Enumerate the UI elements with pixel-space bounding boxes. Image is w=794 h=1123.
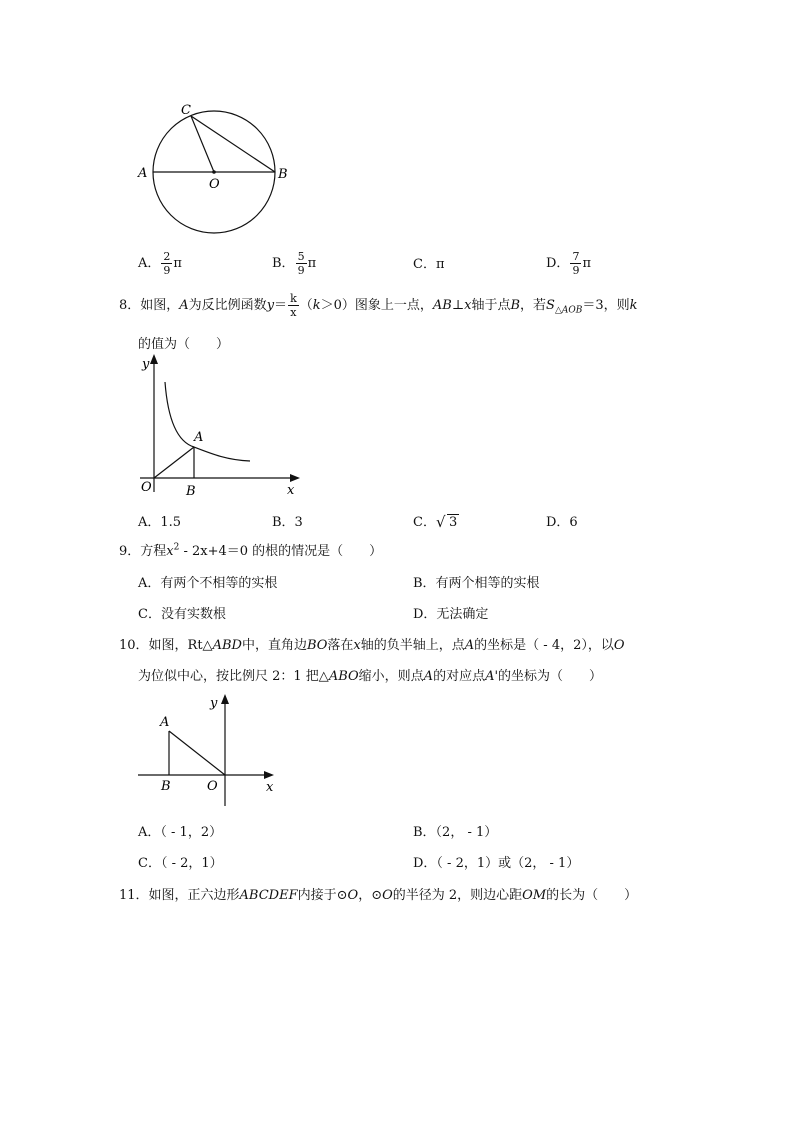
- q9-option-c: C．没有实数根: [138, 607, 226, 622]
- q7-option-c: [413, 253, 445, 272]
- pi-symbol: π: [435, 257, 445, 272]
- q8-option-d: D．6: [546, 515, 578, 530]
- x-axis-arrow: [290, 474, 300, 482]
- label-b: B: [186, 484, 196, 499]
- q10-option-d: D．（ - 2，1）或（2， - 1）: [413, 856, 580, 871]
- q7-option-b: [272, 250, 316, 277]
- q9-exp: 2: [173, 542, 180, 553]
- q10-option-a: A．（ - 1，2）: [138, 825, 223, 840]
- pi-symbol: π: [582, 256, 591, 271]
- q11-var: OM: [522, 888, 547, 903]
- q10-var: ABD: [212, 638, 242, 653]
- fraction-den: 9: [297, 264, 305, 277]
- q10-line2: [138, 665, 602, 684]
- q10-option-b: B．（2， - 1）: [413, 825, 498, 840]
- q10-text: 缩小，则点: [358, 669, 424, 684]
- fraction-num: 2: [163, 250, 171, 263]
- y-axis-arrow: [221, 694, 229, 704]
- option-label: C．: [413, 515, 436, 530]
- q10-text: 为位似中心，按比例尺 2：1 把△: [138, 669, 329, 684]
- q8-var: x: [464, 298, 472, 313]
- fraction: [161, 250, 172, 277]
- q10-var: ABO: [328, 669, 359, 684]
- y-axis-arrow: [150, 354, 158, 364]
- q11-stem: [119, 884, 637, 903]
- fraction-num: 5: [297, 250, 305, 263]
- label-b: B: [278, 167, 288, 182]
- label-c: C: [181, 103, 191, 118]
- q9-stem: [119, 540, 382, 559]
- q7-option-d: [546, 250, 591, 277]
- radicand: 3: [448, 515, 458, 530]
- triangle-figure-q10: [132, 690, 282, 815]
- q8-line1: [119, 292, 638, 319]
- radical-sign: √: [435, 513, 446, 531]
- segment-oa: [154, 447, 194, 478]
- q8-var: A: [179, 298, 189, 313]
- q8-var: S: [546, 298, 555, 313]
- q8-text: ＝3，则: [582, 298, 630, 313]
- option-label: D．: [546, 256, 570, 271]
- q10-text: 中，直角边: [241, 638, 307, 653]
- label-o: O: [209, 177, 220, 192]
- label-a: A: [160, 715, 170, 730]
- segment-co: [191, 116, 214, 172]
- q8-text: ＞0）图象上一点，: [320, 298, 433, 313]
- q10-var: A: [464, 638, 475, 653]
- q8-text: 8．如图，: [119, 298, 180, 313]
- q10-line1: [119, 634, 625, 653]
- segment-cb: [191, 116, 275, 172]
- label-a: A: [194, 430, 204, 445]
- label-x: x: [266, 780, 274, 795]
- label-y: y: [142, 357, 150, 372]
- q7-option-a: [138, 250, 182, 277]
- q11-text: ，⊙: [358, 888, 383, 903]
- q8-option-b: B．3: [272, 515, 303, 530]
- label-y: y: [210, 696, 218, 711]
- q8-option-a: A．1.5: [138, 515, 182, 530]
- q8-line2: 的值为（ ）: [138, 337, 230, 352]
- center-point: [212, 170, 216, 174]
- q9-text: - 2x+4＝0 的根的情况是（ ）: [179, 544, 383, 559]
- q10-var: A': [485, 669, 499, 684]
- q10-text: 的对应点: [433, 669, 486, 684]
- hyperbola-figure-q8: [132, 352, 312, 500]
- option-label: A．: [138, 256, 161, 271]
- q9-text: 9．方程: [119, 544, 167, 559]
- sqrt: [436, 515, 459, 530]
- q10-option-c: C．（ - 2，1）: [138, 856, 223, 871]
- q10-var: A: [423, 669, 434, 684]
- q8-var: B: [510, 298, 521, 313]
- option-label: B．: [272, 256, 295, 271]
- q11-text: 的半径为 2，则边心距: [392, 888, 523, 903]
- q10-text: 10．如图，Rt△: [119, 638, 213, 653]
- q8-text: （: [299, 298, 313, 313]
- q8-text: ，若: [520, 298, 547, 313]
- q10-text: 轴的负半轴上，点: [360, 638, 465, 653]
- q9-option-a: A．有两个不相等的实根: [138, 576, 278, 591]
- fraction-den: x: [290, 306, 297, 319]
- pi-symbol: π: [173, 256, 182, 271]
- hyperbola-curve: [165, 382, 250, 461]
- q11-var: ABCDEF: [239, 888, 298, 903]
- label-b: B: [161, 779, 171, 794]
- q8-text: 为反比例函数: [188, 298, 267, 313]
- fraction: [288, 292, 299, 319]
- fraction: [570, 250, 581, 277]
- label-x: x: [287, 483, 295, 498]
- label-o: O: [207, 779, 218, 794]
- q11-var: O: [382, 888, 393, 903]
- fraction-den: 9: [572, 264, 580, 277]
- segment-ao: [169, 731, 225, 775]
- q8-sub: △AOB: [554, 305, 583, 316]
- q8-var: k: [312, 298, 321, 313]
- q10-var: x: [353, 638, 361, 653]
- q9-var: x: [166, 544, 174, 559]
- q10-text: 的坐标是（ - 4，2），以: [474, 638, 614, 653]
- fraction-num: 7: [572, 250, 580, 263]
- q8-text: 轴于点: [471, 298, 511, 313]
- q8-var: k: [629, 298, 638, 313]
- x-axis-arrow: [264, 771, 274, 779]
- q11-text: 的长为（ ）: [546, 888, 638, 903]
- q8-text: ⊥: [451, 298, 465, 313]
- pi-symbol: π: [307, 256, 317, 271]
- q8-text: ＝: [274, 298, 288, 313]
- label-o: O: [141, 480, 152, 495]
- q8-option-c: [413, 511, 459, 530]
- q10-text: 落在: [327, 638, 354, 653]
- q10-var: O: [613, 638, 625, 653]
- q11-text: 内接于⊙: [297, 888, 348, 903]
- fraction: [296, 250, 307, 277]
- circle-figure-q7: [130, 95, 300, 245]
- q11-var: O: [347, 888, 359, 903]
- q8-var: y: [266, 298, 275, 313]
- q9-option-d: D．无法确定: [413, 607, 489, 622]
- q10-var: BO: [306, 638, 328, 653]
- option-label: C．: [413, 257, 436, 272]
- label-a: A: [138, 166, 148, 181]
- fraction-num: k: [290, 292, 297, 305]
- q10-text: 的坐标为（ ）: [498, 669, 603, 684]
- q9-option-b: B．有两个相等的实根: [413, 576, 540, 591]
- q8-var: AB: [432, 298, 452, 313]
- fraction-den: 9: [163, 264, 171, 277]
- q11-text: 11．如图，正六边形: [119, 888, 240, 903]
